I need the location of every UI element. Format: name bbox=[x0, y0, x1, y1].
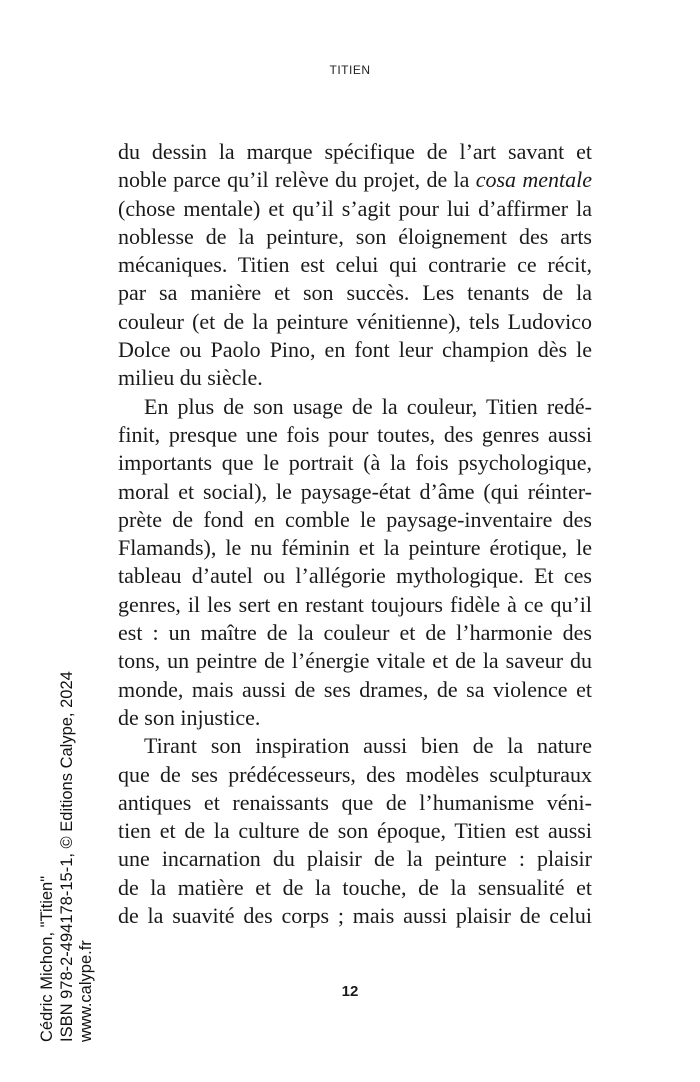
text-line: que de ses prédécesseurs, des modèles sculpturaux bbox=[118, 761, 592, 787]
text-line: tableau d’autel ou l’allégorie mythologique. Et ces bbox=[118, 563, 592, 589]
paragraph-3 bbox=[118, 732, 592, 930]
body-text bbox=[118, 138, 592, 930]
text-line: moral et social), le paysage-état d’âme (qui réinter- bbox=[118, 478, 592, 504]
text-line: Dolce ou Paolo Pino, en font leur champion dès le bbox=[118, 337, 592, 363]
running-header: TITIEN bbox=[329, 63, 371, 77]
credit-author-title: Cédric Michon, "Titien" bbox=[38, 875, 56, 1042]
text-line: tien et de la culture de son époque, Titien est aussi bbox=[118, 818, 592, 844]
text-fragment: noble parce qu’il relève du projet, de la bbox=[118, 167, 476, 193]
credit-isbn: ISBN 978-2-494178-15-1, © Editions Calype, 2024 bbox=[57, 671, 76, 1042]
text-line: du dessin la marque spécifique de l’art savant et bbox=[118, 139, 592, 164]
text-line: tons, un peintre de l’énergie vitale et de la saveur du bbox=[118, 648, 592, 674]
text-line: En plus de son usage de la couleur, Titien redé- bbox=[144, 393, 592, 419]
text-line: de la matière et de la touche, de la sensualité et bbox=[118, 874, 592, 900]
text-line: importants que le portrait (à la fois psychologique, bbox=[118, 450, 592, 476]
text-line: par sa manière et son succès. Les tenants de la bbox=[118, 280, 592, 306]
credit-website: www.calype.fr bbox=[77, 940, 95, 1042]
paragraph-2 bbox=[118, 393, 592, 733]
page-number: 12 bbox=[341, 983, 359, 1000]
text-line: monde, mais aussi de ses drames, de sa violence et bbox=[118, 676, 592, 702]
text-line: de la suavité des corps ; mais aussi plaisir de celui bbox=[118, 903, 592, 929]
text-line: couleur (et de la peinture vénitienne), tels Ludovico bbox=[118, 308, 592, 334]
text-line: prète de fond en comble le paysage-inventaire des bbox=[118, 506, 592, 532]
text-line: (chose mentale) et qu’il s’agit pour lui d’affirmer la bbox=[118, 195, 592, 221]
text-line: genres, il les sert en restant toujours fidèle à ce qu’il bbox=[118, 591, 592, 617]
text-line: noblesse de la peinture, son éloignement des arts bbox=[118, 223, 592, 249]
text-line: Flamands), le nu féminin et la peinture érotique, le bbox=[118, 535, 592, 561]
text-line: mécaniques. Titien est celui qui contrarie ce récit, bbox=[118, 252, 592, 278]
text-line bbox=[118, 166, 592, 194]
text-line: une incarnation du plaisir de la peinture : plaisir bbox=[118, 846, 592, 872]
text-line: Tirant son inspiration aussi bien de la nature bbox=[144, 733, 592, 759]
text-line: antiques et renaissants que de l’humanisme véni- bbox=[118, 789, 592, 815]
text-line: finit, presque une fois pour toutes, des genres aussi bbox=[118, 421, 592, 447]
paragraph-1 bbox=[118, 138, 592, 393]
italic-term: cosa mentale bbox=[475, 167, 592, 193]
text-line: de son injustice. bbox=[118, 704, 261, 730]
side-credit bbox=[38, 671, 97, 1042]
text-line: milieu du siècle. bbox=[118, 365, 263, 391]
text-line: est : un maître de la couleur et de l’harmonie des bbox=[118, 620, 592, 646]
